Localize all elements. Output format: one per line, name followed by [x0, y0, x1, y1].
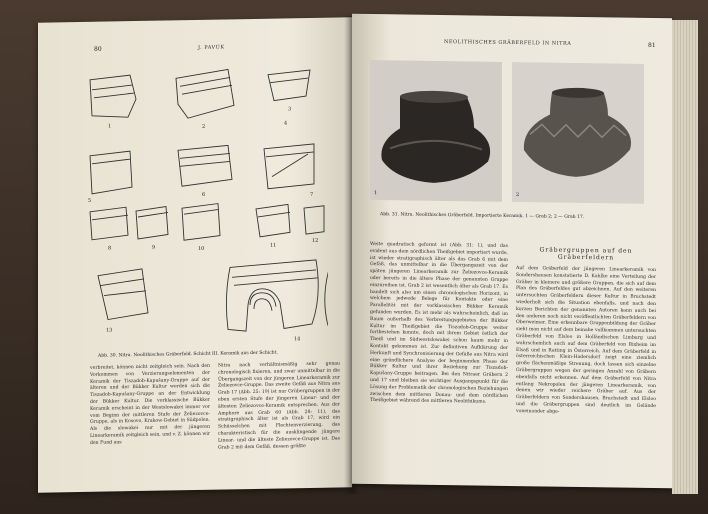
left-page-number: 80 — [94, 45, 102, 53]
left-text-column-2: Nitra nach verhältnismäßig sehr genau chronologisch fixieren, und zwar unmittelbar in die Übergangszeit von der jüngeren Linearkeramik zur Želiezovce-Gruppe. Das zweite Gefäß aus Nitra aus Grab 17 (Abb. 25: 19) ist nur Grübergruppen in der eben ersten Stufe der jüngeren Linear- und der ältesten Želiezovce-Keramik entsprechen. Aus der Amphore aus Grab 60 (Abb. 28: 11), das stratigraphisch älter ist als Grab 17, wird ein Schüsselchen mit Flechtenverzierung, das charakteristisch für die ausklingende jüngere Linear- und die älteste Želiezovce-Gruppe ist. Das Grab 2 mit dem Gefäß, dessen größte — [218, 361, 340, 451]
fig-label: 7 — [310, 191, 314, 198]
photo-label: 2 — [516, 192, 520, 199]
right-page-number: 81 — [648, 41, 656, 50]
left-figure-caption: Abb. 30. Nitra. Neolithisches Gräberfeld. Schicht III. Keramik aus der Schicht. — [98, 350, 278, 359]
fig-label: 1 — [108, 123, 112, 130]
right-text-column-1: Weite quadratisch geformt ist (Abb. 31: 1), und das evident aus dem nördlichen Theißgebiet importiert wurde, ist wieder stratigraphisch älter als das Grab 6 mit dem Gefäß, das unmittelbar in die Übergangszeit von der späten jüngeren Linearkeramik zur Želiezovce-Keramik oder bereits in die ältere Phase der genannten Gruppe einzureihen ist. Grab 2 ist wesentlich älter als Grab 17. Es handelt sich also um einen chronologischen Horizont, in welchem jedwede Belege für Kontakte oder eine Parallelität mit der vorklassischen Bükker Keramik gefunden wurden. Es ist mehr als wahrscheinlich, daß im Raum außerhalb des Verbreitungsgebietes der Bükker Kultur im Theißgebiet die Tiszadob-Gruppe weiter fortbestehen konnte, doch mit ihrem Gebiet östlich der Theiß und im Südwestslowakei schon kaum mehr in Kontakt gekommen ist. Zur definitiven Aufklärung der Herkunft und Synchronisierung der Gefäße aus Nitra wird eine gründlichere Analyse der beginnenden Phase der Bükker Kultur und ihrer Beziehung zur Tiszadob-Kapušany-Gruppe beitragen. Bei den Nitraer Gräbern 2 und 17 sind bleiben sie wichtiger Ausgangspunkt für die Lösung der Problematik der chronologischen Beziehungen zwischen dem mittleren Donau- und dem nördlichen Theißgebiet während des mittleren Neolithikums. — [370, 242, 508, 405]
fig-label: 14 — [294, 336, 301, 343]
right-page — [352, 14, 672, 488]
fig-label: 11 — [270, 242, 277, 249]
left-page — [38, 17, 352, 492]
fig-label: 6 — [202, 191, 206, 198]
right-figure-caption: Abb. 31. Nitra. Neolithisches Gräberfeld. Importierte Keramik. 1 — Grab 2; 2 — Grab 17. — [380, 212, 585, 221]
vessel-photo-2 — [512, 62, 644, 204]
fig-label: 10 — [198, 245, 205, 252]
fig-label: 4 — [284, 120, 288, 127]
fig-label: 3 — [288, 106, 292, 113]
fig-label: 5 — [88, 197, 92, 204]
fig-label: 2 — [202, 123, 206, 130]
fig-label: 12 — [312, 237, 319, 244]
section-heading: Gräbergruppen auf den Gräberfeldern — [539, 246, 633, 262]
pottery-sherd-drawings — [78, 56, 328, 352]
right-running-head: NEOLITHISCHES GRÄBERFELD IN NITRA — [444, 39, 572, 47]
right-text-column-2: Auf dem Gräberfeld der jüngeren Linearkeramik von Sondershausen konstatierte D. Kahlke eine Verteilung der Gräber in kleinere und größere Gruppen, die sich auf dem Plan des Gräberfeldes gut abzeichnen. Auf den weiteren untersuchten Gräberfeldern dieser Kultur in Bruchstedt wiederholt sich die Situation ebenfalls, und nach den kurzen Berichten der genannten Autoren kann auch bei den anderen noch nicht veröffentlichten Gräberfeldern von Oberweimar. Eine erkennbare Gruppenbildung der Gräber sieht man nicht auf dem beinahe vollkommen untersuchten Gräberfeld von Elsloo in Holländischen Limburg und wahrscheinlich auch auf dem Gräberfeld von Rixheim im Elsaß und in Ratting in Österreich. Auf dem Gräberfeld in österreichischen Klein-Hadersdorf zeigt eine ziemlich große flächenmäßige Streuung, doch lassen sich einzelne Gräbergruppen wegen der geringen Anzahl von Gräbern ebenfalls nicht erkennen. Auf dem Gräberfeld von Nitra entlang Nekropolen der jüngeren Linearkeramik, von denen wir wieder reichere Gräber auf. Aus der Gräberfeldern von Sondershausen, Bruchstedt und Elsloo und die Gräbergruppen sind deutlich im Gelände voneinander abge- — [516, 266, 656, 415]
left-text-column-1: verbreitet, können nicht zeitgleich sein. Nach den Vorkommen von Verzierungselementen der Keramik der Tiszadob-Kapušany-Gruppe auf der älteren und der Bükker Kultur werden sich die Tiszadob-Kapušany-Gruppe an der Entwicklung der Bükker Kultur. Die vorklassische Bükker Keramik erscheint in der Westslowakei immer vor vom Beginn der mittleren Stufe der Želiezovce-Gruppe, als in Kosovo, Krakow-Gebiet in Südpolen. Als die slowakei nur mit der jüngeren Linearkeramik zeitgleich sein, und v. Z. können wir den Fund aus — [90, 363, 210, 446]
left-running-head: J. PAVÚK — [198, 44, 225, 51]
fig-label: 13 — [106, 327, 113, 334]
vessel-photo-1 — [370, 60, 502, 202]
fig-label: 9 — [152, 244, 156, 251]
photo-label: 1 — [374, 190, 378, 197]
page-edges — [672, 20, 698, 494]
fig-label: 8 — [108, 245, 112, 252]
